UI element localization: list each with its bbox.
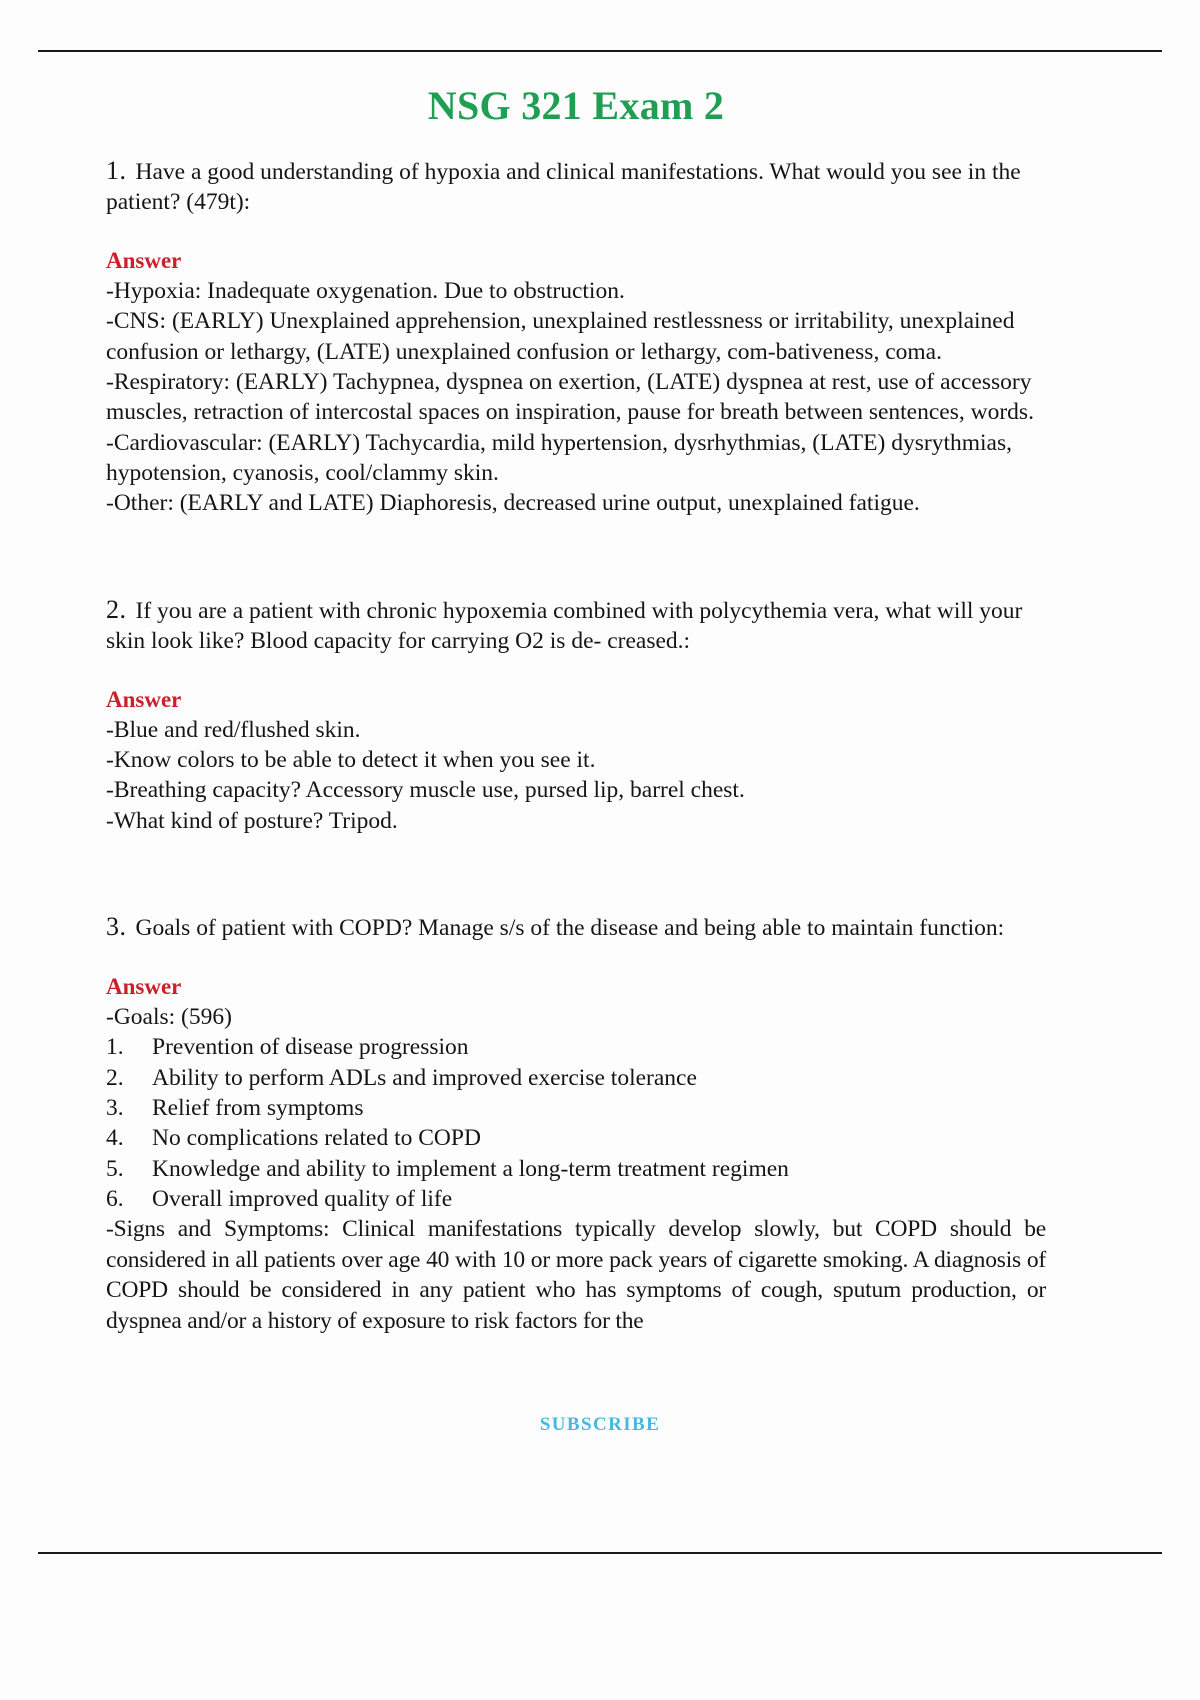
- list-item: [106, 1063, 1046, 1093]
- goal-5-text: Knowledge and ability to implement a long-term treatment regimen: [152, 1155, 789, 1182]
- subscribe-link[interactable]: SUBSCRIBE: [539, 1414, 661, 1435]
- spacer: [106, 656, 1046, 686]
- spacer: [106, 943, 1046, 973]
- goal-6-number: 6.: [106, 1185, 124, 1212]
- answer-2-line-4: -What kind of posture? Tripod.: [106, 807, 398, 834]
- goal-4-text: No complications related to COPD: [152, 1125, 481, 1152]
- closing-paragraph: -Signs and Symptoms: Clinical manifestations typically develop slowly, but COPD should be considered in all patients over age 40 with 10 or more pack years of cigarette smoking. A diagnosis of COPD should be considered in any patient who has symptoms of cough, sputum production, or dyspnea and/or a history of exposure to risk factors for the: [106, 1216, 1046, 1334]
- answer-2-line-1: -Blue and red/flushed skin.: [106, 716, 361, 743]
- page-title: NSG 321 Exam 2: [427, 83, 725, 128]
- spacer: [106, 217, 1046, 247]
- question-1: [106, 154, 1046, 217]
- goal-3-text: Relief from symptoms: [152, 1094, 364, 1121]
- list-item: [106, 1154, 1046, 1184]
- list-item: [106, 1093, 1046, 1123]
- question-2-text: If you are a patient with chronic hypoxemia combined with polycythemia vera, what will your skin look like? Blood capacity for carrying O2 is de- creased.:: [106, 597, 1023, 654]
- question-3-text: Goals of patient with COPD? Manage s/s of the disease and being able to maintain function:: [135, 914, 1005, 941]
- question-1-text: Have a good understanding of hypoxia and clinical manifestations. What would you see in the patient? (479t):: [106, 159, 1021, 216]
- goal-1-number: 1.: [106, 1034, 124, 1061]
- answer-1-line-5: -Other: (EARLY and LATE) Diaphoresis, decreased urine output, unexplained fatigue.: [106, 490, 920, 517]
- answer-label-2: Answer: [106, 686, 182, 712]
- answer-label-1: Answer: [106, 248, 182, 274]
- answer-1-line-2: -CNS: (EARLY) Unexplained apprehension, unexplained restlessness or irritability, unexplained confusion or lethargy, (LATE) unexplained confusion or lethargy, com-bativeness, coma.: [106, 308, 1015, 365]
- goal-3-number: 3.: [106, 1094, 124, 1121]
- goal-6-text: Overall improved quality of life: [152, 1185, 453, 1212]
- answer-label-3: Answer: [106, 974, 182, 1000]
- qa-block-3: [106, 910, 1046, 1336]
- answer-2-line-3: -Breathing capacity? Accessory muscle use, pursed lip, barrel chest.: [106, 777, 745, 804]
- question-3: [106, 910, 1046, 943]
- question-2-number: 2.: [106, 594, 127, 624]
- top-divider-rule: [38, 50, 1162, 52]
- qa-block-1: [106, 154, 1046, 519]
- question-1-number: 1.: [106, 156, 127, 185]
- answer-1-line-4: -Cardiovascular: (EARLY) Tachycardia, mild hypertension, dysrhythmias, (LATE) dysrythmias, hypotension, cyanosis, cool/clammy skin.: [106, 429, 1012, 486]
- goals-list: [106, 1032, 1046, 1214]
- goal-2-number: 2.: [106, 1064, 124, 1091]
- goal-5-number: 5.: [106, 1155, 124, 1182]
- answer-1-line-1: -Hypoxia: Inadequate oxygenation. Due to obstruction.: [106, 278, 625, 305]
- spacer: [106, 836, 1046, 910]
- goals-intro: -Goals: (596): [106, 1003, 232, 1030]
- answer-1-line-3: -Respiratory: (EARLY) Tachypnea, dyspnea on exertion, (LATE) dyspnea at rest, use of accessory muscles, retraction of intercostal spaces on inspiration, pause for breath between sentences, words.: [106, 369, 1034, 426]
- list-item: [106, 1184, 1046, 1214]
- list-item: [106, 1032, 1046, 1062]
- goal-1-text: Prevention of disease progression: [152, 1034, 469, 1061]
- qa-block-2: [106, 593, 1046, 836]
- goal-2-text: Ability to perform ADLs and improved exercise tolerance: [152, 1064, 697, 1091]
- question-2: [106, 593, 1046, 656]
- goal-4-number: 4.: [106, 1125, 124, 1152]
- spacer: [106, 519, 1046, 593]
- bottom-divider-rule: [38, 1552, 1162, 1554]
- document-content: [106, 70, 1046, 1336]
- answer-2-line-2: -Know colors to be able to detect it when you see it.: [106, 747, 596, 773]
- list-item: [106, 1123, 1046, 1153]
- question-3-number: 3.: [106, 911, 127, 941]
